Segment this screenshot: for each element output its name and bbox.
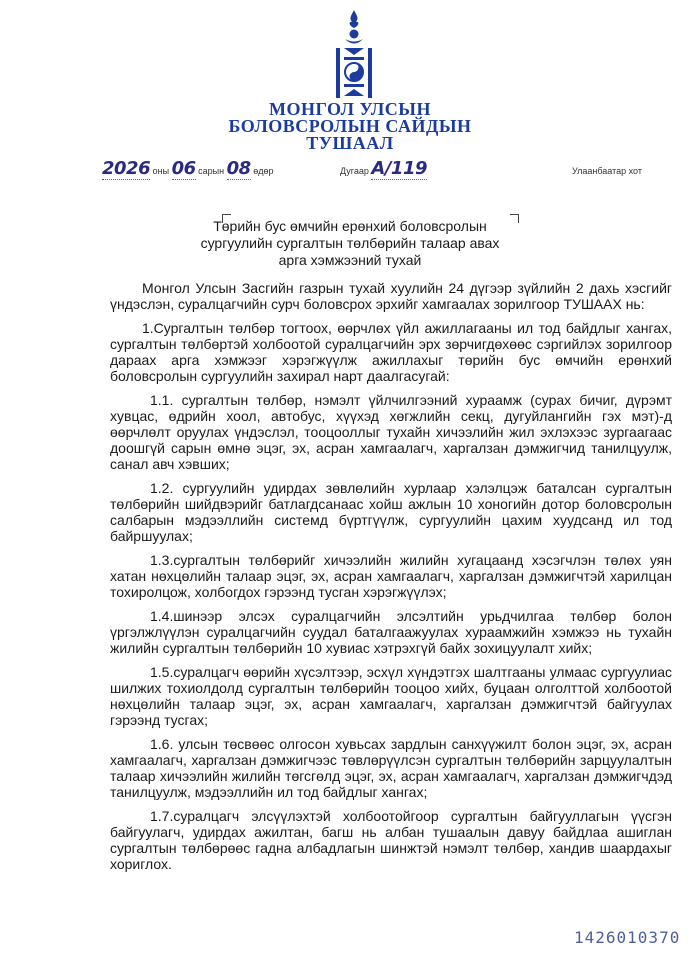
date-day: 08 xyxy=(226,158,251,179)
date-day-suffix: өдөр xyxy=(253,166,274,176)
date-year-suffix: оны xyxy=(152,166,170,176)
title-line-2: сургуулийн сургалтын төлбөрийн талаар авах xyxy=(200,235,500,251)
number-label: Дугаар xyxy=(340,166,369,176)
title-line-3: арга хэмжээний тухай xyxy=(278,252,422,268)
clause-1-2: 1.2. сургуулийн удирдах зөвлөлийн хурлаар хэлэлцэж баталсан сургалтын төлбөрийн шийдвэрийг батлагдсанаас хойш ажлын 10 хоногийн дотор боловсролын салбарын мэдээллийн системд бүртгүүлж, сургуулийн цахим хуудсанд ил тод байршуулах; xyxy=(110,480,672,544)
order-place: Улаанбаатар хот xyxy=(572,166,642,176)
clause-1-5: 1.5.суралцагч өөрийн хүсэлтээр, эсхүл хүндэтгэх шалтгааны улмаас сургуулиас шилжих тохиолдолд сургалтын төлбөрийн тооцоо хийх, буцаан олголттой холбоотой нөхцөлийн талаар эцэг, эх, асран хамгаалагч, харгалзан дэмжигчтэй байгуулах гэрээнд тусгах; xyxy=(110,664,672,728)
intro-paragraph: Монгол Улсын Засгийн газрын тухай хуулийн 24 дүгээр зүйлийн 2 дахь хэсгийг үндэслэн, суралцагчийн сурч боловсрох эрхийг хамгаалах зорилгоор ТУШААХ нь: xyxy=(110,280,672,312)
order-date xyxy=(102,158,274,182)
clause-1-7: 1.7.суралцагч элсүүлэхтэй холбоотойгоор сургалтын байгууллагын үүсгэн байгуулагч, удирдах ажилтан, багш нь албан тушаалын давуу байдлаа ашиглан сургалтын төлбөрөөс гадна албадлагын шинжтэй нэмэлт төлбөр, хандив шаардахыг хориглох. xyxy=(110,808,672,872)
clause-1-3: 1.3.сургалтын төлбөрийг хичээлийн жилийн хугацаанд хэсэгчлэн төлөх уян хатан нөхцөлийн талаар эцэг, эх, асран хамгаалагч, харгалзан дэмжигчтэй харилцан тохиролцож, холбогдох гэрээнд тусган хэрэгжүүлэх; xyxy=(110,552,672,600)
clause-1-1: 1.1. сургалтын төлбөр, нэмэлт үйлчилгээний хураамж (сурах бичиг, дүрэмт хувцас, өдрийн хоол, автобус, хүүхэд хөгжлийн секц, дугуйлангийн гэх мэт)-д өөрчлөлт оруулах үндэслэл, тооцооллыг тухайн хичээлийн жил эхлэхээс зургаагаас доошгүй сарын өмнө эцэг, эх, асран хамгаалагч, харгалзан дэмжигчид танилцуулж, санал авч хэвших; xyxy=(110,392,672,472)
order-body xyxy=(110,280,672,880)
org-line-2: БОЛОВСРОЛЫН САЙДЫН xyxy=(228,116,472,136)
number-value: А/119 xyxy=(371,158,427,179)
clause-1-6: 1.6. улсын төсвөөс олгосон хувьсах зардлын санхүүжилт болон эцэг, эх, асран хамгаалагч, харгалзан дэмжигчээс төвлөрүүлсэн сургалтын төлбөрийн зарцуулалтын талаар хичээлийн жилийн төгсгөлд эцэг, эх, асран хамгаалагч, харгалзан дэмжигчдэд танилцуулж, мэдээллийн ил тод байдлыг хангах; xyxy=(110,736,672,800)
order-number xyxy=(340,158,427,182)
order-title xyxy=(0,218,700,269)
soyombo-emblem-icon xyxy=(332,8,376,104)
clause-1-4: 1.4.шинээр элсэх суралцагчийн элсэлтийн урьдчилгаа төлбөр болон үргэлжлүүлэн суралцагчийн суудал баталгаажуулах хураамжийн хэмжээ нь тухайн жилийн сургалтын төлбөрийн 10 хувиас хэтрэхгүй байх зохицуулалт хийх; xyxy=(110,608,672,656)
clause-1: 1.Сургалтын төлбөр тогтоох, өөрчлөх үйл ажиллагааны ил тод байдлыг хангах, сургалтын төлбөртэй холбоотой суралцагчийн эрх зөрчигдөхөөс сэргийлэх зорилгоор дараах арга хэмжээг хэрэгжүүлж ажиллахыг төрийн бус өмчийн ерөнхий боловсролын сургуулийн захирал нарт даалгасугай: xyxy=(110,320,672,384)
ministry-header xyxy=(0,101,700,152)
date-year: 2026 xyxy=(102,158,151,179)
title-line-1: Төрийн бус өмчийн ерөнхий боловсролын xyxy=(213,218,487,234)
date-month: 06 xyxy=(171,158,196,179)
org-line-1: МОНГОЛ УЛСЫН xyxy=(269,99,431,119)
org-line-3: ТУШААЛ xyxy=(306,133,394,153)
date-month-suffix: сарын xyxy=(198,166,225,176)
stamp-number: 1426010370 xyxy=(574,928,681,947)
